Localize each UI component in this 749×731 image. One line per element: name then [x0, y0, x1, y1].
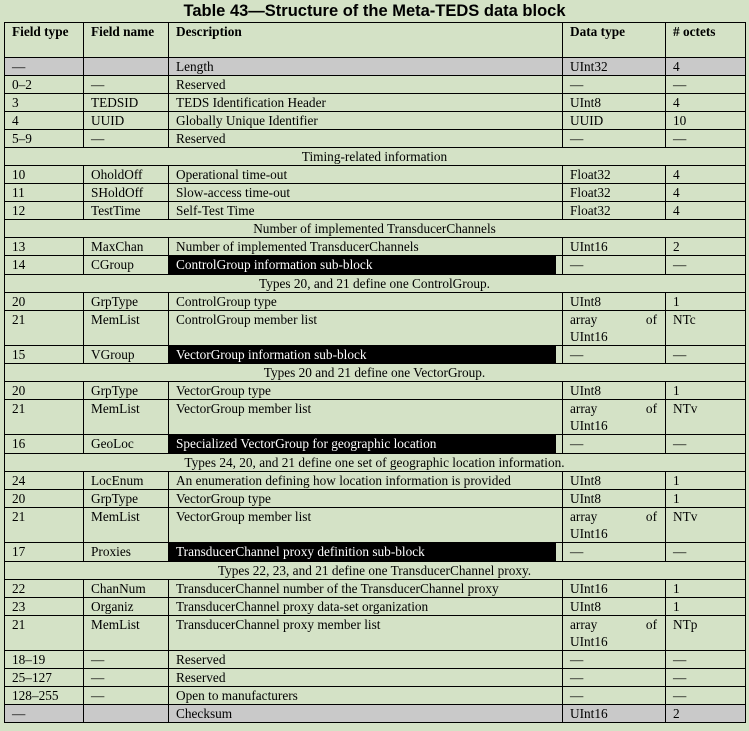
cell-field-name: CGroup — [84, 256, 169, 275]
cell-data-type — [563, 615, 666, 650]
cell-field-type: 18–19 — [5, 650, 84, 668]
cell-description: TEDS Identification Header — [169, 94, 563, 112]
cell-description: Reserved — [169, 130, 563, 148]
cell-octets: — — [666, 345, 746, 364]
section-heading: Types 24, 20, and 21 define one set of geographic location information. — [5, 454, 746, 472]
cell-octets: 10 — [666, 112, 746, 130]
cell-field-type: 14 — [5, 256, 84, 275]
cell-data-type — [563, 400, 666, 435]
header-row — [5, 23, 746, 58]
section-heading: Types 20 and 21 define one VectorGroup. — [5, 364, 746, 382]
cell-data-type: Float32 — [563, 166, 666, 184]
table-row — [5, 345, 746, 364]
cell-data-type: — — [563, 686, 666, 704]
cell-field-name: — — [84, 76, 169, 94]
cell-data-type: UInt16 — [563, 579, 666, 597]
section-row — [5, 561, 746, 579]
cell-octets: 1 — [666, 579, 746, 597]
cell-field-name: TEDSID — [84, 94, 169, 112]
cell-field-type: 24 — [5, 472, 84, 490]
cell-field-type: 22 — [5, 579, 84, 597]
cell-description: An enumeration defining how location information is provided — [169, 472, 563, 490]
cell-field-type: 5–9 — [5, 130, 84, 148]
cell-octets: 1 — [666, 382, 746, 400]
header-data-type: Data type — [563, 23, 666, 58]
cell-description: TransducerChannel proxy data-set organization — [169, 597, 563, 615]
cell-field-type: 3 — [5, 94, 84, 112]
cell-field-type: 21 — [5, 508, 84, 543]
data-type-line: array of — [570, 509, 657, 525]
header-description: Description — [169, 23, 563, 58]
table-row — [5, 292, 746, 310]
cell-description: ControlGroup type — [169, 292, 563, 310]
table-row — [5, 686, 746, 704]
cell-octets: — — [666, 686, 746, 704]
cell-field-name: — — [84, 668, 169, 686]
table-row — [5, 579, 746, 597]
section-heading: Types 20, and 21 define one ControlGroup. — [5, 274, 746, 292]
cell-description — [169, 345, 563, 364]
cell-field-name: SHoldOff — [84, 184, 169, 202]
table-row — [5, 543, 746, 562]
cell-description: VectorGroup type — [169, 490, 563, 508]
table-row — [5, 597, 746, 615]
cell-data-type — [563, 310, 666, 345]
cell-octets: — — [666, 76, 746, 94]
section-heading: Types 22, 23, and 21 define one TransducerChannel proxy. — [5, 561, 746, 579]
cell-field-name: LocEnum — [84, 472, 169, 490]
cell-data-type: UInt8 — [563, 472, 666, 490]
table-row — [5, 58, 746, 76]
cell-field-name: ChanNum — [84, 579, 169, 597]
table-row — [5, 668, 746, 686]
cell-data-type: — — [563, 668, 666, 686]
cell-octets: — — [666, 435, 746, 454]
cell-octets: NTp — [666, 615, 746, 650]
table-row — [5, 472, 746, 490]
section-row — [5, 454, 746, 472]
cell-description: ControlGroup member list — [169, 310, 563, 345]
table-row — [5, 184, 746, 202]
section-row — [5, 274, 746, 292]
highlighted-description: Specialized VectorGroup for geographic location — [169, 435, 556, 453]
cell-octets: — — [666, 543, 746, 562]
cell-octets: 4 — [666, 166, 746, 184]
cell-description: Number of implemented TransducerChannels — [169, 238, 563, 256]
table-row — [5, 704, 746, 722]
cell-data-type — [563, 508, 666, 543]
cell-octets: — — [666, 650, 746, 668]
cell-field-name: VGroup — [84, 345, 169, 364]
cell-octets: — — [666, 256, 746, 275]
cell-field-name: MemList — [84, 508, 169, 543]
data-type-line: array of — [570, 401, 657, 417]
cell-field-type: 20 — [5, 292, 84, 310]
cell-octets: NTc — [666, 310, 746, 345]
section-row — [5, 148, 746, 166]
cell-data-type: UInt8 — [563, 597, 666, 615]
data-type-line: UInt16 — [570, 633, 608, 649]
cell-description: Self-Test Time — [169, 202, 563, 220]
cell-field-type: — — [5, 58, 84, 76]
cell-description: TransducerChannel proxy member list — [169, 615, 563, 650]
cell-field-name: Proxies — [84, 543, 169, 562]
cell-field-name — [84, 704, 169, 722]
cell-data-type: UInt32 — [563, 58, 666, 76]
highlighted-description: TransducerChannel proxy definition sub-block — [169, 543, 556, 561]
cell-data-type: UInt8 — [563, 292, 666, 310]
table-row — [5, 310, 746, 345]
cell-data-type: — — [563, 76, 666, 94]
cell-field-type: 13 — [5, 238, 84, 256]
table-row — [5, 202, 746, 220]
table-row — [5, 238, 746, 256]
cell-octets: NTv — [666, 400, 746, 435]
cell-description — [169, 256, 563, 275]
cell-description: Reserved — [169, 668, 563, 686]
cell-octets: 1 — [666, 292, 746, 310]
cell-octets: 2 — [666, 238, 746, 256]
data-type-line: UInt16 — [570, 328, 608, 344]
table-row — [5, 435, 746, 454]
cell-octets: NTv — [666, 508, 746, 543]
data-type-line: array of — [570, 311, 657, 327]
cell-field-type: — — [5, 704, 84, 722]
cell-field-name: OholdOff — [84, 166, 169, 184]
cell-field-name: MemList — [84, 400, 169, 435]
table-row — [5, 508, 746, 543]
cell-description — [169, 543, 563, 562]
cell-octets: 1 — [666, 597, 746, 615]
cell-data-type: — — [563, 345, 666, 364]
cell-data-type: UInt8 — [563, 490, 666, 508]
cell-description: Reserved — [169, 650, 563, 668]
table-row — [5, 256, 746, 275]
cell-octets: 4 — [666, 202, 746, 220]
cell-description: Checksum — [169, 704, 563, 722]
cell-octets: — — [666, 130, 746, 148]
section-row — [5, 220, 746, 238]
cell-description: Slow-access time-out — [169, 184, 563, 202]
data-type-line: UInt16 — [570, 526, 608, 542]
table-row — [5, 130, 746, 148]
cell-field-name: — — [84, 130, 169, 148]
table-row — [5, 650, 746, 668]
table-row — [5, 94, 746, 112]
cell-field-type: 128–255 — [5, 686, 84, 704]
cell-octets: 4 — [666, 94, 746, 112]
cell-description: Length — [169, 58, 563, 76]
cell-field-type: 0–2 — [5, 76, 84, 94]
cell-field-type: 21 — [5, 400, 84, 435]
cell-field-name: UUID — [84, 112, 169, 130]
cell-description: Open to manufacturers — [169, 686, 563, 704]
cell-field-type: 21 — [5, 615, 84, 650]
table-row — [5, 400, 746, 435]
cell-data-type: — — [563, 543, 666, 562]
cell-field-type: 21 — [5, 310, 84, 345]
cell-data-type: — — [563, 650, 666, 668]
table-title: Table 43—Structure of the Meta-TEDS data block — [183, 2, 566, 20]
cell-field-type: 16 — [5, 435, 84, 454]
table-row — [5, 166, 746, 184]
cell-field-name: — — [84, 650, 169, 668]
cell-description: VectorGroup member list — [169, 400, 563, 435]
cell-field-name: TestTime — [84, 202, 169, 220]
cell-field-name: GrpType — [84, 490, 169, 508]
cell-data-type: UInt16 — [563, 704, 666, 722]
cell-field-name: GeoLoc — [84, 435, 169, 454]
header-field-type: Field type — [5, 23, 84, 58]
cell-data-type: UInt8 — [563, 94, 666, 112]
cell-field-type: 10 — [5, 166, 84, 184]
cell-description: Globally Unique Identifier — [169, 112, 563, 130]
cell-octets: — — [666, 668, 746, 686]
section-heading: Number of implemented TransducerChannels — [5, 220, 746, 238]
cell-octets: 1 — [666, 472, 746, 490]
cell-data-type: Float32 — [563, 184, 666, 202]
cell-description: VectorGroup member list — [169, 508, 563, 543]
cell-octets: 1 — [666, 490, 746, 508]
cell-data-type: Float32 — [563, 202, 666, 220]
cell-field-name: — — [84, 686, 169, 704]
cell-data-type: — — [563, 435, 666, 454]
cell-field-name: GrpType — [84, 292, 169, 310]
section-row — [5, 364, 746, 382]
cell-data-type: UInt16 — [563, 238, 666, 256]
cell-field-type: 12 — [5, 202, 84, 220]
highlighted-description: ControlGroup information sub-block — [169, 256, 556, 274]
cell-field-type: 15 — [5, 345, 84, 364]
section-heading: Timing-related information — [5, 148, 746, 166]
meta-teds-table — [4, 22, 746, 723]
cell-field-type: 11 — [5, 184, 84, 202]
cell-field-name: MemList — [84, 310, 169, 345]
cell-description — [169, 435, 563, 454]
table-row — [5, 382, 746, 400]
cell-field-name: MaxChan — [84, 238, 169, 256]
cell-data-type: — — [563, 256, 666, 275]
cell-field-type: 20 — [5, 490, 84, 508]
data-type-line: array of — [570, 616, 657, 632]
data-type-line: UInt16 — [570, 418, 608, 434]
cell-field-name: MemList — [84, 615, 169, 650]
cell-octets: 4 — [666, 184, 746, 202]
cell-field-type: 25–127 — [5, 668, 84, 686]
highlighted-description: VectorGroup information sub-block — [169, 346, 556, 364]
cell-field-type: 17 — [5, 543, 84, 562]
cell-field-type: 20 — [5, 382, 84, 400]
cell-field-type: 23 — [5, 597, 84, 615]
table-row — [5, 76, 746, 94]
cell-description: TransducerChannel number of the TransducerChannel proxy — [169, 579, 563, 597]
table-row — [5, 615, 746, 650]
cell-field-name — [84, 58, 169, 76]
cell-description: Operational time-out — [169, 166, 563, 184]
header-field-name: Field name — [84, 23, 169, 58]
cell-field-type: 4 — [5, 112, 84, 130]
cell-octets: 4 — [666, 58, 746, 76]
cell-data-type: UUID — [563, 112, 666, 130]
table-row — [5, 112, 746, 130]
cell-description: Reserved — [169, 76, 563, 94]
cell-field-name: Organiz — [84, 597, 169, 615]
cell-octets: 2 — [666, 704, 746, 722]
cell-description: VectorGroup type — [169, 382, 563, 400]
header-octets: # octets — [666, 23, 746, 58]
table-row — [5, 490, 746, 508]
cell-data-type: — — [563, 130, 666, 148]
cell-data-type: UInt8 — [563, 382, 666, 400]
cell-field-name: GrpType — [84, 382, 169, 400]
